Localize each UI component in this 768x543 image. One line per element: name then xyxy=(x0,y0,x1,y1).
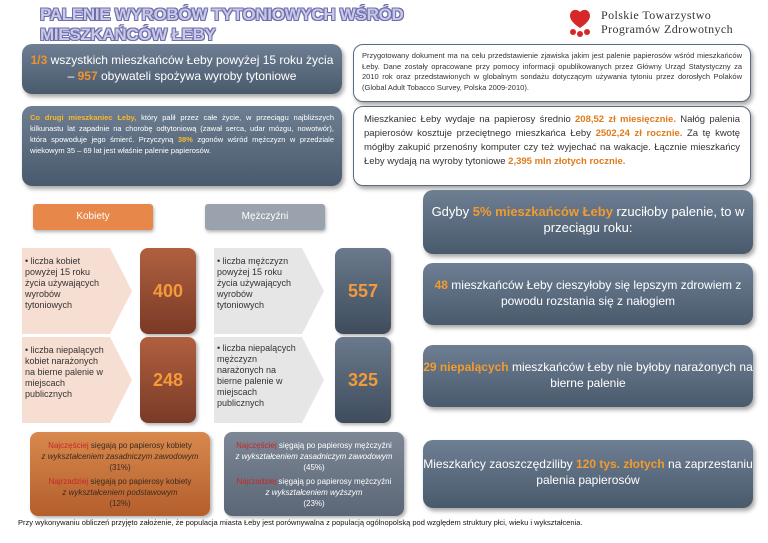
women-smokers-chevron xyxy=(22,248,132,339)
men-least-label: Najrzadziej xyxy=(236,477,277,486)
smokers-count: 957 xyxy=(77,69,98,83)
women-passive-value: 248 xyxy=(140,337,196,423)
men-passive-value: 325 xyxy=(335,337,391,423)
passive-count: 29 niepalących xyxy=(423,360,509,374)
intro-box xyxy=(353,44,751,102)
savings-text-b: na zaprzestaniu palenia papierosów xyxy=(536,457,753,487)
women-most-education: z wykształceniem zasadniczym zawodowym xyxy=(41,452,199,461)
logo-line1: Polskie Towarzystwo xyxy=(601,8,712,22)
men-education-box xyxy=(224,432,404,516)
smokers-summary-box xyxy=(22,44,342,94)
women-smokers-value: 400 xyxy=(140,248,196,334)
women-most-label: Najczęściej xyxy=(48,441,89,450)
mortality-text: który palił przez całe życie, w przeciągu najbliższych kilkunastu lat zapadnie na chorobę odtytoniową (zawał serca, udar mózgu, nowotwór), która spowoduje jego śmierć. Przyczyną xyxy=(30,113,334,144)
women-least-percent: (12%) xyxy=(109,499,131,508)
savings-box xyxy=(423,440,753,508)
mortality-text-end: zgonów wśród mężczyzn w przedziale wiekowym 35 – 69 lat jest właśnie palenie papierosów. xyxy=(30,135,334,155)
health-benefit-box xyxy=(423,263,753,325)
men-least-text: sięgają po papierosy mężczyźni xyxy=(276,477,392,486)
men-most-percent: (45%) xyxy=(303,463,325,472)
monthly-cost: 208,52 zł miesięcznie. xyxy=(575,114,676,125)
mortality-highlight: Co drugi mieszkaniec Łeby, xyxy=(30,113,137,122)
intro-text: Przygotowany dokument ma na celu przedstawienie zjawiska jakim jest palenie papierosów wśród mieszkańców Łeby. Dane zostały opracowane przy pomocy informacji opublikowanych przez Główny Urząd Statystyczny za 2010 rok oraz przedstawionych w globalnym sondażu dotyczącym używania tytoniu przez dorosłych Polaków (Global Adult Tobacco Survey, Polska 2009-2010). xyxy=(362,51,742,92)
logo-line2: Programów Zdrowotnych xyxy=(601,22,734,36)
smokers-fraction: 1/3 xyxy=(30,53,48,67)
mortality-box xyxy=(22,106,342,186)
passive-benefit-box xyxy=(423,345,753,407)
total-cost: 2,395 mln złotych rocznie. xyxy=(508,156,626,167)
women-passive-label: • liczba niepalących kobiet narażonych na bierne palenie w miejscach publicznych xyxy=(25,345,104,399)
cost-box xyxy=(353,106,751,186)
cost-text-1: Mieszkaniec Łeby wydaje na papierosy średnio xyxy=(364,114,575,125)
quit-text-b: rzuciłoby palenie, to w przeciągu roku: xyxy=(543,204,745,235)
men-most-text: sięgają po papierosy mężczyźni xyxy=(276,441,392,450)
dash: – xyxy=(67,69,78,83)
quit-percent: 5% mieszkańców Łeby xyxy=(472,204,613,219)
men-passive-label: • liczba niepalących mężczyzn narażonych na bierne palenie w miejscach publicznych xyxy=(217,343,296,408)
women-least-text: sięgają po papierosy kobiety xyxy=(88,477,192,486)
health-text: mieszkańców Łeby cieszyłoby się lepszym zdrowiem z powodu rozstania się z nałogiem xyxy=(447,278,742,308)
ptpz-logo-icon xyxy=(563,6,597,40)
men-least-percent: (23%) xyxy=(303,499,325,508)
men-passive-chevron xyxy=(214,337,324,428)
men-smokers-label: • liczba mężczyzn powyżej 15 roku życia używających wyrobów tytoniowych xyxy=(217,256,292,310)
men-smokers-chevron xyxy=(214,248,324,339)
logo xyxy=(563,6,763,42)
yearly-cost: 2502,24 zł rocznie. xyxy=(595,128,683,139)
quit-scenario-box xyxy=(423,190,753,254)
men-least-education: z wykształceniem wyższym xyxy=(265,488,363,497)
tab-women: Kobiety xyxy=(33,204,153,230)
women-smokers-label: • liczba kobiet powyżej 15 roku życia używających wyrobów tytoniowych xyxy=(25,256,100,310)
passive-text: mieszkańców Łeby nie byłoby narażonych na bierne palenie xyxy=(508,360,753,390)
men-smokers-value: 557 xyxy=(335,248,391,334)
page-title: PALENIE WYROBÓW TYTONIOWYCH WŚRÓD MIESZKAŃCÓW ŁEBY xyxy=(40,5,404,44)
tab-men: Mężczyźni xyxy=(205,204,325,230)
women-passive-chevron xyxy=(22,337,132,428)
women-most-percent: (31%) xyxy=(109,463,131,472)
women-most-text: sięgają po papierosy kobiety xyxy=(88,441,192,450)
savings-amount: 120 tys. złotych xyxy=(575,457,665,471)
men-most-education: z wykształceniem zasadniczym zawodowym xyxy=(235,452,393,461)
cost-text-3: Za tę kwotę mógłby zakupić przenośny komputer czy też wyjechać na wakacje. Łącznie mieszkańcy Łeby wydają na wyroby tytoniowe xyxy=(364,128,740,167)
mortality-percent: 38% xyxy=(177,135,193,144)
women-least-label: Najrzadziej xyxy=(48,477,89,486)
smokers-count-text: obywateli spożywa wyroby tytoniowe xyxy=(97,69,297,83)
women-least-education: z wykształceniem podstawowym xyxy=(62,488,178,497)
footnote: Przy wykonywaniu obliczeń przyjęto założenie, że populacja miasta Łeby jest porównywalna z populacją ogólnopolską pod względem struktury płci, wieku i wykształcenia. xyxy=(18,518,583,527)
men-most-label: Najczęściej xyxy=(236,441,277,450)
health-count: 48 xyxy=(434,278,448,292)
cost-text-2: Nałóg palenia papierosów kosztuje przeciętnego mieszkańca Łeby xyxy=(364,114,740,139)
quit-text-a: Gdyby xyxy=(431,204,473,219)
smokers-summary-text: wszystkich mieszkańców Łeby powyżej 15 roku życia xyxy=(47,53,334,67)
savings-text-a: Mieszkańcy zaoszczędziliby xyxy=(423,457,576,471)
women-education-box xyxy=(30,432,210,516)
